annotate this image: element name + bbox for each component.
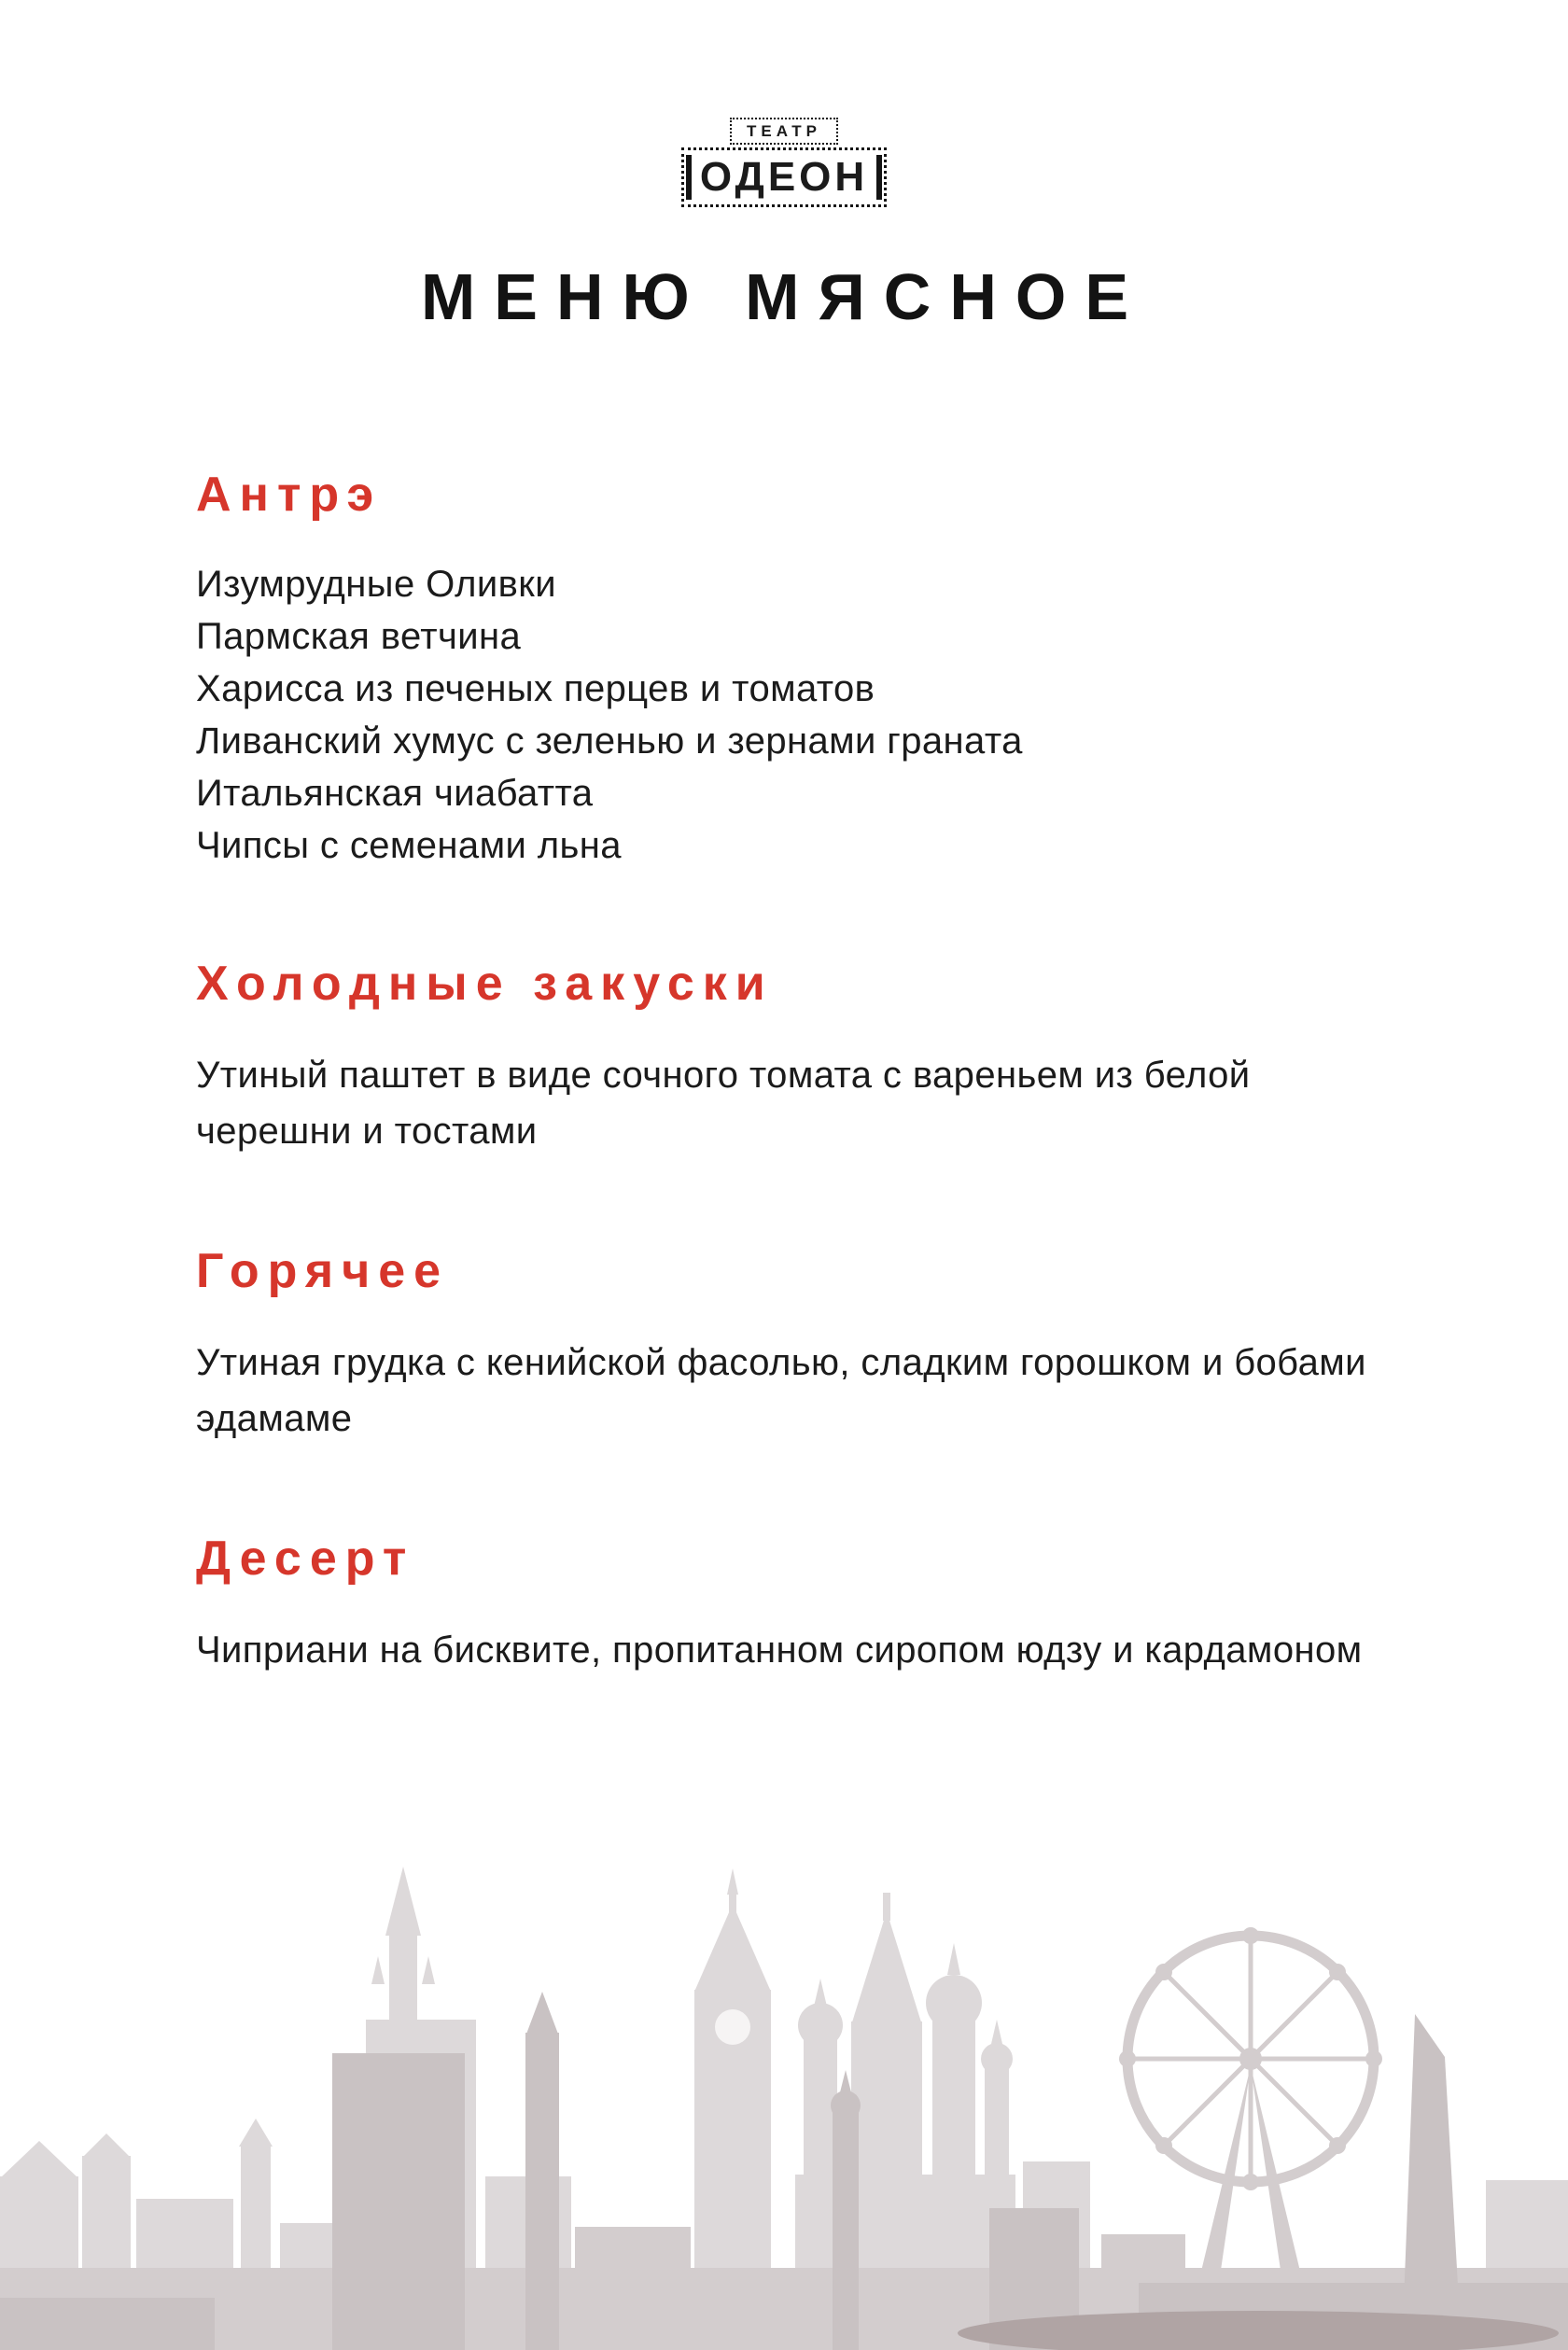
menu-item: Пармская ветчина bbox=[196, 616, 522, 658]
logo-right-bar-icon bbox=[876, 155, 882, 200]
logo-top-label: ТЕАТР bbox=[730, 118, 838, 145]
section-heading: Холодные закуски bbox=[196, 957, 774, 1012]
menu-item: Итальянская чиабатта bbox=[196, 773, 594, 815]
menu-section bbox=[196, 1243, 1391, 1447]
menu-item-description: Чиприани на бисквите, пропитанном сиропом юдзу и кардамоном bbox=[196, 1630, 1363, 1672]
menu-sections bbox=[0, 467, 1568, 1678]
logo-left-bar-icon bbox=[686, 155, 692, 200]
menu-page bbox=[0, 118, 1568, 2350]
menu-section bbox=[196, 956, 1391, 1159]
page-title: МЕНЮ МЯСНОЕ bbox=[420, 260, 1148, 334]
menu-item: Ливанский хумус с зеленью и зернами граната bbox=[196, 720, 1023, 762]
menu-section bbox=[196, 467, 1391, 872]
menu-item: Чипсы с семенами льна bbox=[196, 825, 622, 867]
section-heading: Горячее bbox=[196, 1244, 450, 1299]
menu-item: Изумрудные Оливки bbox=[196, 564, 556, 606]
menu-item-list bbox=[196, 558, 1391, 872]
section-heading: Десерт bbox=[196, 1532, 415, 1587]
odeon-theater-logo bbox=[681, 118, 887, 207]
logo-main-sign bbox=[681, 147, 887, 207]
section-heading: Антрэ bbox=[196, 468, 383, 523]
menu-item-description: Утиный паштет в виде сочного томата с вареньем из белой черешни и тостами bbox=[196, 1055, 1251, 1153]
moscow-skyline-illustration bbox=[0, 1861, 1568, 2350]
menu-section bbox=[196, 1531, 1391, 1678]
logo-name-label: ОДЕОН bbox=[699, 154, 869, 200]
menu-item: Харисса из печеных перцев и томатов bbox=[196, 668, 875, 710]
menu-item-description: Утиная грудка с кенийской фасолью, сладким горошком и бобами эдамаме bbox=[196, 1342, 1366, 1440]
